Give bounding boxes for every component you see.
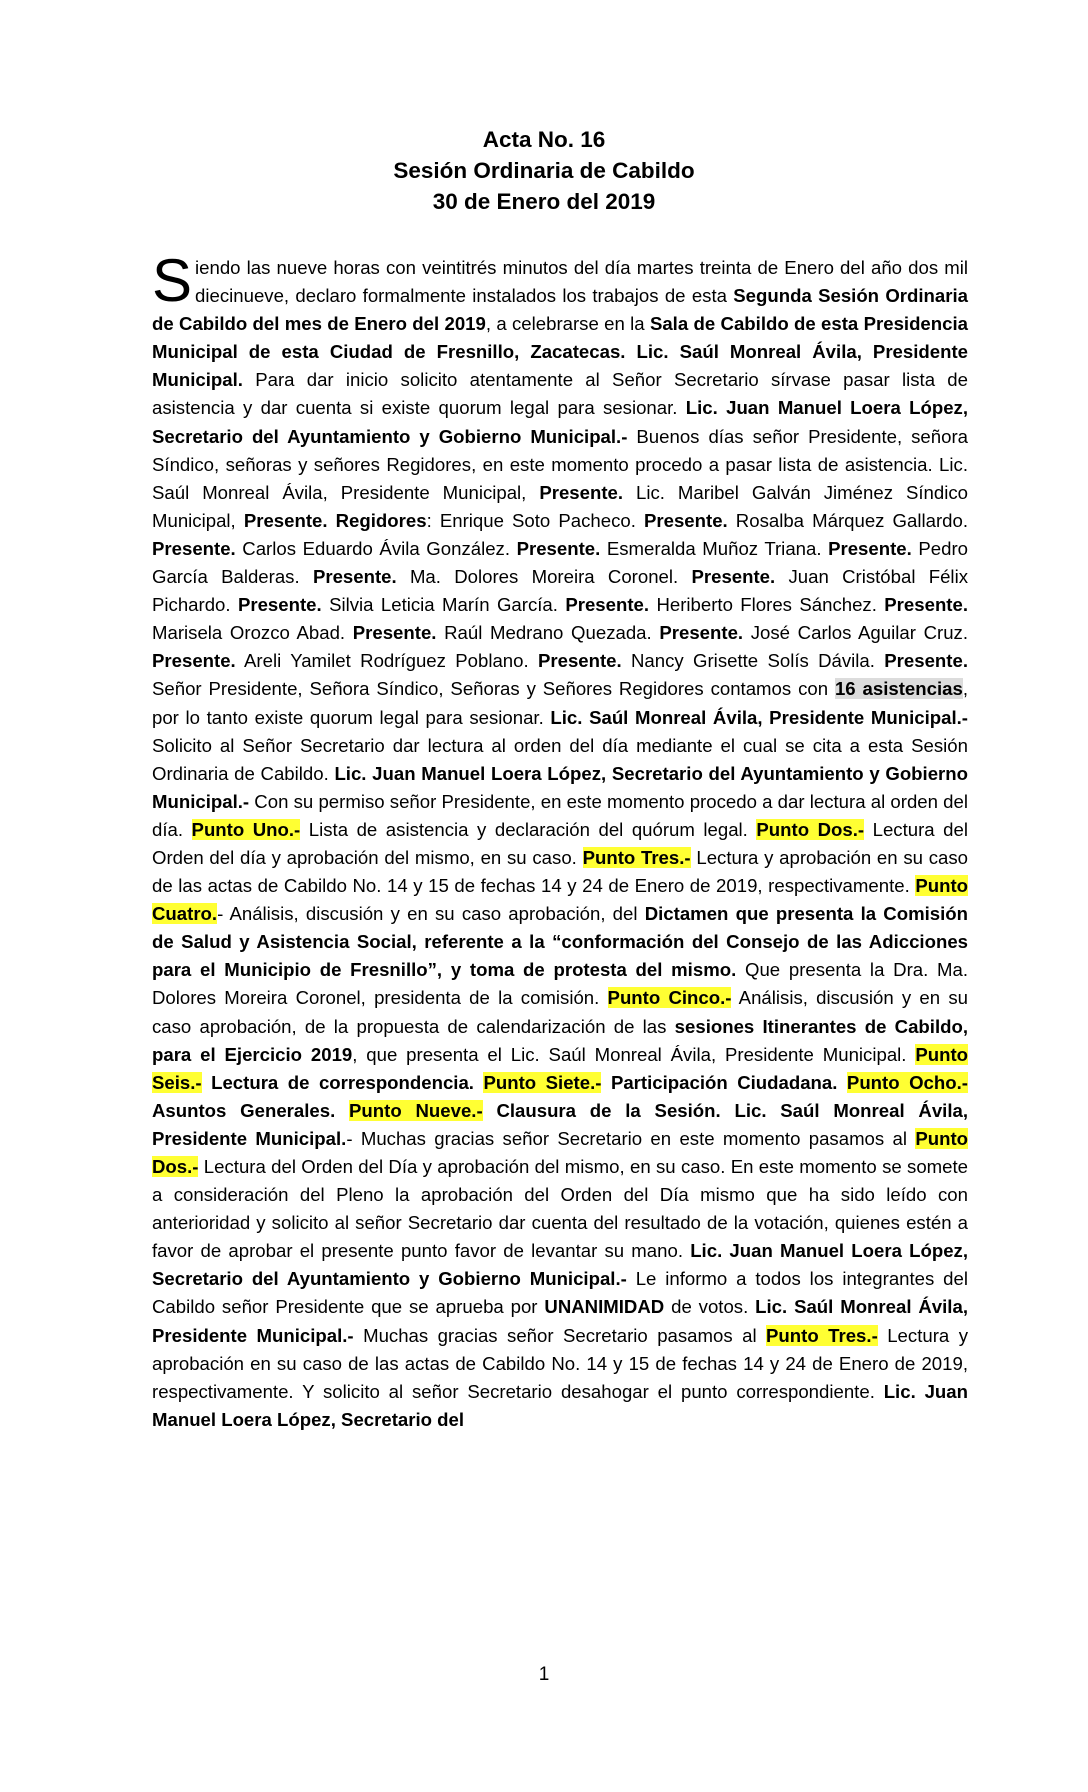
body-text: Nancy Grisette Solís Dávila. xyxy=(621,650,885,672)
body-text: , a celebrarse en la xyxy=(485,313,650,335)
bold-text: Presente. xyxy=(884,594,968,616)
drop-cap: S xyxy=(152,247,193,314)
bold-text: Presente. xyxy=(516,537,601,559)
body-text: Lectura del Orden del día y aprobación del mismo, en su caso. xyxy=(152,818,968,868)
body-text: Lectura del Orden del Día y aprobación del mismo, en su caso. En este momento se somete a consideración del Pleno la aprobación del Orden del Día mismo que ha sido leído con anterioridad y solicito al señor Secretario dar cuenta del resultado de la votación, quienes estén a favor de aprobar el presente punto favor de levantar su mano. xyxy=(152,1156,968,1262)
body-text: Lista de asistencia y declaración del quórum legal. xyxy=(300,818,757,840)
body-text xyxy=(483,1100,497,1121)
body-text: Análisis, discusión y en su caso aprobación, de la propuesta de calendarización de las xyxy=(152,987,968,1037)
body-text: Solicito al Señor Secretario dar lectura al orden del día mediante el cual se cita a esta Sesión Ordinaria de Cabildo. xyxy=(152,734,968,784)
bold-text: Presente. xyxy=(565,594,650,616)
agenda-point-label: Punto Uno.- xyxy=(191,818,301,840)
bold-text: Presente. xyxy=(884,650,968,672)
bold-text: Lic. Saúl Monreal Ávila, Presidente Municipal.- xyxy=(152,1296,968,1346)
bold-text: Clausura de la Sesión. Lic. Saúl Monreal Ávila, Presidente Municipal. xyxy=(152,1099,968,1149)
agenda-point-label: Punto Nueve.- xyxy=(349,1099,483,1121)
minutes-paragraph xyxy=(152,247,969,1434)
body-text: Marisela Orozco Abad. xyxy=(152,622,353,644)
body-text: Para dar inicio solicito atentamente al Señor Secretario sírvase pasar lista de asistencia y dar cuenta si existe quorum legal para sesionar. xyxy=(152,369,968,419)
body-text: , que presenta el Lic. Saúl Monreal Ávila, Presidente Municipal. xyxy=(352,1043,916,1065)
attendance-count: 16 asistencias xyxy=(834,678,963,700)
bold-text: Lic. Juan Manuel Loera López, Secretario del Ayuntamiento y Gobierno Municipal.- xyxy=(152,762,968,812)
body-text: Areli Yamilet Rodríguez Poblano. xyxy=(235,650,538,672)
body-text: : Enrique Soto Pacheco. xyxy=(426,509,644,531)
body-text: Le informo a todos los integrantes del Cabildo señor Presidente que se aprueba por xyxy=(152,1268,968,1318)
bold-text: Presente. xyxy=(352,622,437,644)
session-title: Sesión Ordinaria de Cabildo xyxy=(393,158,695,183)
body-text: Silvia Leticia Marín García. xyxy=(321,594,566,616)
bold-text: Presente. xyxy=(152,537,236,559)
body-text: Señor Presidente, Señora Síndico, Señoras y Señores Regidores contamos con xyxy=(152,678,835,700)
acta-number: Acta No. 16 xyxy=(482,127,606,152)
agenda-point-label: Punto Cuatro. xyxy=(152,875,968,925)
body-text: Esmeralda Muñoz Triana. xyxy=(600,537,829,559)
bold-text: Presente. xyxy=(152,650,236,672)
bold-text: Presente. xyxy=(643,509,728,531)
agenda-point-label: Punto Siete.- xyxy=(483,1071,602,1093)
bold-text: sesiones Itinerantes de Cabildo, para el Ejercicio 2019 xyxy=(152,1015,969,1065)
body-text: Lectura y aprobación en su caso de las actas de Cabildo No. 14 y 15 de fechas 14 y 24 de Enero de 2019, respectivamente. xyxy=(152,846,968,897)
body-text: Heriberto Flores Sánchez. xyxy=(649,594,885,616)
agenda-point-label: Punto Cinco.- xyxy=(607,987,732,1009)
bold-text: Lic. Juan Manuel Loera López, Secretario del Ayuntamiento y Gobierno Municipal.- xyxy=(152,397,969,447)
agenda-point-label: Punto Tres.- xyxy=(582,846,691,868)
agenda-point-label: Punto Dos.- xyxy=(756,818,865,840)
body-text: Buenos días señor Presidente, señora Síndico, señoras y señores Regidores, en este momento procedo a pasar lista de asistencia. Lic. Saúl Monreal Ávila, Presidente Municipal, xyxy=(152,425,968,503)
body-text: Lectura y aprobación en su caso de las actas de Cabildo No. 14 y 15 de fechas 14 y 24 de Enero de 2019, respectivamente. Y solicito al señor Secretario desahogar el punto correspondiente. xyxy=(152,1324,968,1402)
body-text: Juan Cristóbal Félix Pichardo. xyxy=(152,566,968,616)
bold-text: Dictamen que presenta la Comisión de Salud y Asistencia Social, referente a la “conformación del Consejo de las Adicciones para el Municipio de Fresnillo”, y toma de protesta del mismo. xyxy=(152,903,968,981)
bold-text: Lic. Juan Manuel Loera López, Secretario del xyxy=(152,1380,968,1430)
bold-text: Participación Ciudadana. xyxy=(610,1071,838,1093)
bold-text: Presente. Regidores xyxy=(243,509,427,531)
document-header xyxy=(0,124,1088,217)
minutes-body xyxy=(152,247,969,1434)
body-text: iendo las nueve horas con veintitrés minutos del día martes treinta de Enero del año dos mil diecinueve, declaro formalmente instalados los trabajos de esta xyxy=(195,257,968,307)
bold-text: Presente. xyxy=(537,650,622,672)
body-text: Muchas gracias señor Secretario pasamos al xyxy=(353,1324,767,1346)
body-text xyxy=(202,1072,212,1093)
agenda-point-label: Punto Tres.- xyxy=(766,1324,878,1346)
body-text: - Muchas gracias señor Secretario en este momento pasamos al xyxy=(346,1127,916,1149)
body-text: - Análisis, discusión y en su caso aprobación, del xyxy=(217,903,645,925)
session-date: 30 de Enero del 2019 xyxy=(432,189,656,214)
body-text xyxy=(335,1100,349,1121)
body-text xyxy=(601,1072,611,1093)
agenda-point-label: Punto Dos.- xyxy=(152,1127,968,1177)
body-text: Pedro García Balderas. xyxy=(152,537,968,588)
agenda-point-label: Punto Seis.- xyxy=(152,1043,968,1093)
body-text: Carlos Eduardo Ávila González. xyxy=(235,537,517,559)
body-text: Lic. Maribel Galván Jiménez Síndico Municipal, xyxy=(152,481,968,531)
bold-text: Lic. Saúl Monreal Ávila, Presidente Municipal.- xyxy=(550,706,968,728)
bold-text: Asuntos Generales. xyxy=(152,1099,336,1121)
body-text: Que presenta la Dra. Ma. Dolores Moreira Coronel, presidenta de la comisión. xyxy=(152,959,968,1009)
bold-text: Sala de Cabildo de esta Presidencia Municipal de esta Ciudad de Fresnillo, Zacatecas. Lic. Saúl Monreal Ávila, Presidente Municipal. xyxy=(152,313,968,391)
body-text: Con su permiso señor Presidente, en este momento procedo a dar lectura al orden del día. xyxy=(152,790,968,840)
body-text: de votos. xyxy=(664,1296,756,1318)
bold-text: Presente. xyxy=(691,566,776,588)
body-text: Rosalba Márquez Gallardo. xyxy=(727,509,968,531)
body-text xyxy=(837,1072,847,1093)
bold-text: Presente. xyxy=(312,566,397,588)
body-text: , por lo tanto existe quorum legal para sesionar. xyxy=(152,678,968,728)
bold-text: Presente. xyxy=(539,481,624,503)
bold-text: Segunda Sesión Ordinaria de Cabildo del mes de Enero del 2019 xyxy=(152,285,969,335)
body-text: Raúl Medrano Quezada. xyxy=(436,622,660,644)
agenda-point-label: Punto Ocho.- xyxy=(846,1071,968,1093)
bold-text: UNANIMIDAD xyxy=(544,1296,665,1318)
bold-text: Lectura de correspondencia. xyxy=(211,1071,474,1093)
bold-text: Presente. xyxy=(828,537,912,559)
bold-text: Presente. xyxy=(659,622,744,644)
body-text: José Carlos Aguilar Cruz. xyxy=(743,622,968,644)
body-text: Ma. Dolores Moreira Coronel. xyxy=(396,566,692,588)
bold-text: Lic. Juan Manuel Loera López, Secretario del Ayuntamiento y Gobierno Municipal.- xyxy=(152,1240,969,1290)
page-number: 1 xyxy=(538,1664,550,1685)
bold-text: Presente. xyxy=(237,594,322,616)
